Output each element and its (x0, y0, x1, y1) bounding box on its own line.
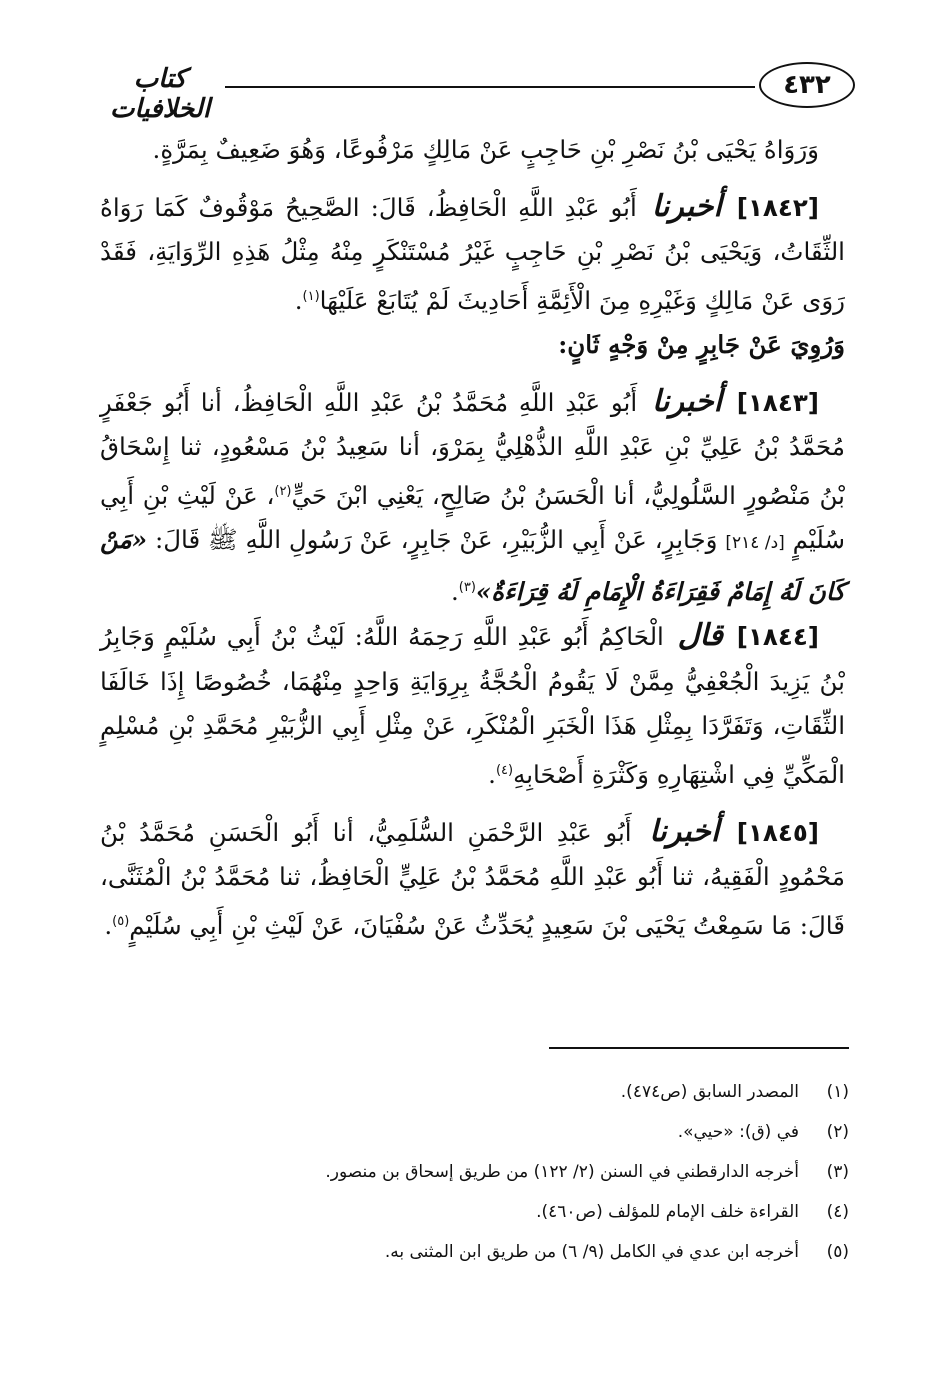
footnote-item (104, 1152, 849, 1192)
paragraph-end: . (294, 285, 303, 315)
header-rule (225, 86, 755, 88)
footnote-text: القراءة خلف الإمام للمؤلف (ص٤٦٠). (536, 1202, 799, 1222)
hadith-number: [١٨٤٥] (736, 817, 819, 847)
footnote-item (104, 1072, 849, 1112)
page-header (95, 62, 855, 122)
manuscript-reference: [د/ ٢١٤] (725, 533, 785, 554)
hadith-number: [١٨٤٤] (736, 622, 819, 652)
hadith-text: ، عَنْ لَيْثِ بْنِ أَبِي سُلَيْمٍ (100, 480, 845, 555)
footnote-marker: (٥) (112, 913, 130, 929)
footnote-item (104, 1192, 849, 1232)
paragraph-continuation (100, 128, 845, 173)
footnote-number: (١) (826, 1082, 849, 1102)
running-title: كتاب الخلافيات (109, 64, 211, 124)
hadith-1842 (100, 185, 845, 324)
hadith-keyword: قال (677, 618, 723, 654)
footnote-text: المصدر السابق (ص٤٧٤). (620, 1082, 799, 1102)
footnote-number: (٢) (826, 1122, 849, 1142)
paragraph-end: . (488, 760, 496, 790)
section-heading: وَرُوِيَ عَنْ جَابِرٍ مِنْ وَجْهٍ ثَانٍ: (558, 330, 845, 360)
hadith-text: الْحَاكِمُ أَبُو عَبْدِ اللَّهِ رَحِمَهُ اللَّهُ: لَيْثُ بْنُ أَبِي سُلَيْمٍ وَجَابِرُ بْنُ يَزِيدَ الْجُعْفِيُّ مِمَّنْ لَا يَقُومُ الْحُجَّةُ بِرِوَايَةِ وَاحِدٍ مِنْهُمَا، خُصُوصًا إِذَا خَالَفَا الثِّقَاتِ، وَتَفَرَّدَا بِمِثْلِ هَذَا الْخَبَرِ الْمُنْكَرِ، عَنْ مِثْلِ أَبِي الزُّبَيْرِ مُحَمَّدِ بْنِ مُسْلِمٍ الْمَكِّيِّ فِي اشْتِهَارِهِ وَكَثْرَةِ أَصْحَابِهِ (100, 622, 845, 790)
hadith-quote: «مَنْ كَانَ لَهُ إِمَامٌ فَقِرَاءَةُ الْإِمَامِ لَهُ قِرَاءَةٌ» (100, 525, 845, 606)
page-number: ٤٣٢ (759, 62, 855, 108)
footnote-separator (549, 1047, 849, 1049)
hadith-keyword: أخبرنا (651, 383, 722, 419)
main-text (100, 128, 845, 948)
hadith-text: وَجَابِرٍ، عَنْ أَبِي الزُّبَيْرِ، عَنْ جَابِرٍ، عَنْ رَسُولِ اللَّهِ ﷺ قَالَ: (154, 525, 718, 555)
hadith-1845 (100, 810, 845, 949)
hadith-text: أَبُو عَبْدِ اللَّهِ الْحَافِظُ، قَالَ: الصَّحِيحُ مَوْقُوفٌ كَمَا رَوَاهُ الثِّقَاتُ، وَيَحْيَى بْنُ نَصْرِ بْنِ حَاجِبٍ غَيْرُ مُسْتَنْكَرٍ مِنْهُ مِثْلُ هَذِهِ الرِّوَايَةِ، فَقَدْ رَوَى عَنْ مَالِكٍ وَغَيْرِهِ مِنَ الْأَئِمَّةِ أَحَادِيثَ لَمْ يُتَابَعْ عَلَيْهَا (100, 192, 845, 315)
footnote-number: (٥) (826, 1242, 849, 1262)
hadith-text: أَبُو عَبْدِ الرَّحْمَنِ السُّلَمِيُّ، أنا أَبُو الْحَسَنِ مُحَمَّدُ بْنُ مَحْمُودٍ الْفَقِيهُ، ثنا أَبُو عَبْدِ اللَّهِ مُحَمَّدُ بْنُ عَلِيٍّ الْحَافِظُ، ثنا مُحَمَّدُ بْنُ الْمُثَنَّى، قَالَ: مَا سَمِعْتُ يَحْيَى بْنَ سَعِيدٍ يُحَدِّثُ عَنْ سُفْيَانَ، عَنْ لَيْثِ بْنِ أَبِي سُلَيْمٍ (100, 817, 845, 940)
footnote-text: أخرجه ابن عدي في الكامل (٩/ ٦) من طريق ابن المثنى به. (384, 1242, 799, 1262)
paragraph-text: وَرَوَاهُ يَحْيَى بْنُ نَصْرِ بْنِ حَاجِبٍ عَنْ مَالِكٍ مَرْفُوعًا، وَهُوَ ضَعِيفٌ بِمَرَّةٍ. (152, 135, 819, 164)
footnote-text: أخرجه الدارقطني في السنن (٢/ ١٢٢) من طريق إسحاق بن منصور. (325, 1162, 799, 1182)
hadith-number: [١٨٤٢] (736, 192, 819, 222)
footnotes (104, 1072, 849, 1272)
footnote-marker: (٣) (458, 579, 476, 595)
hadith-keyword: أخبرنا (651, 188, 722, 224)
hadith-1843 (100, 380, 845, 615)
footnote-item (104, 1232, 849, 1272)
hadith-number: [١٨٤٣] (736, 387, 819, 417)
footnote-number: (٤) (826, 1202, 849, 1222)
hadith-1844 (100, 614, 845, 797)
footnote-marker: (٤) (495, 762, 514, 778)
footnote-number: (٣) (826, 1162, 849, 1182)
footnote-text: في (ق): «حيي». (677, 1122, 799, 1142)
paragraph-end: . (450, 576, 459, 606)
footnote-item (104, 1112, 849, 1152)
footnote-marker: (١) (302, 288, 320, 304)
paragraph-end: . (104, 910, 113, 940)
hadith-text: أَبُو عَبْدِ اللَّهِ مُحَمَّدُ بْنُ عَبْدِ اللَّهِ الْحَافِظُ، أنا أَبُو جَعْفَرٍ مُحَمَّدُ بْنُ عَلِيِّ بْنِ عَبْدِ اللَّهِ الذُّهْلِيُّ بِمَرْوَ، أنا سَعِيدُ بْنُ مَسْعُودٍ، ثنا إِسْحَاقُ بْنُ مَنْصُورٍ السَّلُولِيُّ، أنا الْحَسَنُ بْنُ صَالِحٍ، يَعْنِي ابْنَ حَيٍّ (100, 387, 845, 510)
hadith-keyword: أخبرنا (649, 813, 720, 849)
footnote-marker: (٢) (274, 483, 292, 499)
